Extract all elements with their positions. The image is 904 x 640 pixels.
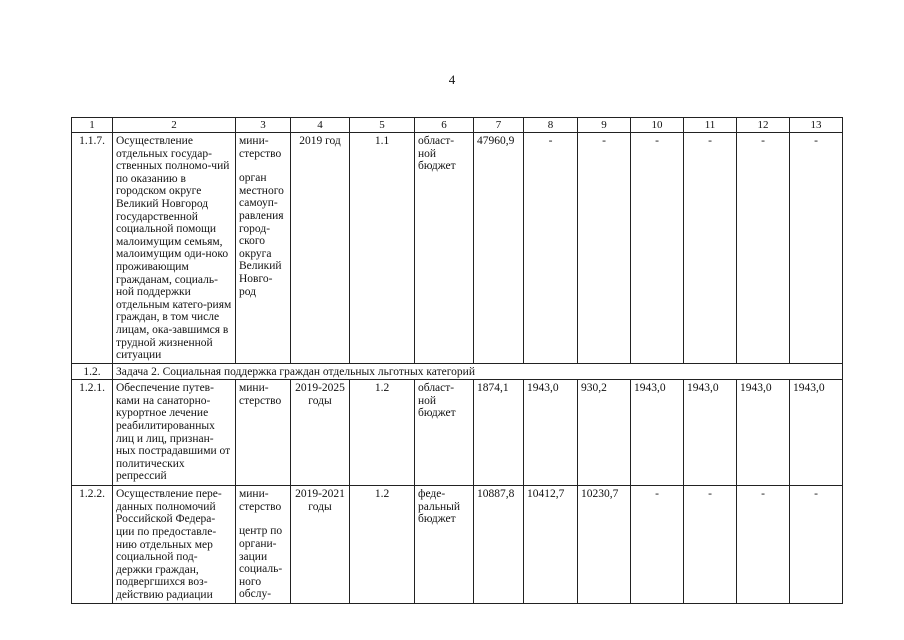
value-cell: -: [684, 133, 737, 364]
executor-cell: [236, 133, 291, 364]
header-cell: 8: [524, 118, 578, 133]
measure-description: Обеспечение путев-ками на санаторно-курортное лечение реабилитированных лиц и лиц, признан-ных пострадавшими от политических репрессий: [113, 380, 236, 486]
executor-cell: [236, 486, 291, 603]
value-cell: 47960,9: [474, 133, 524, 364]
executor-secondary: центр по органи-зации социаль-ного обслу-: [239, 525, 283, 601]
program-table: [71, 117, 843, 604]
header-cell: 13: [790, 118, 843, 133]
row-number: 1.2.2.: [72, 486, 113, 603]
executor-primary: мини-стерство: [239, 382, 282, 407]
value-cell: -: [737, 486, 790, 603]
value-cell: 930,2: [578, 380, 631, 486]
value-cell: 1943,0: [684, 380, 737, 486]
value-cell: 10887,8: [474, 486, 524, 603]
table-row: [72, 133, 843, 364]
table-row: [72, 486, 843, 603]
task-title: Задача 2. Социальная поддержка граждан отдельных льготных категорий: [113, 363, 843, 380]
value-cell: -: [790, 133, 843, 364]
value-cell: 10230,7: [578, 486, 631, 603]
header-row: [72, 118, 843, 133]
header-cell: 11: [684, 118, 737, 133]
value-cell: 1943,0: [524, 380, 578, 486]
executor-primary: мини-стерство: [239, 488, 282, 513]
value-cell: 1943,0: [790, 380, 843, 486]
value-cell: -: [631, 133, 684, 364]
row-number: 1.2.: [72, 363, 113, 380]
value-cell: 1943,0: [631, 380, 684, 486]
page-number: 4: [448, 72, 456, 87]
value-cell: -: [684, 486, 737, 603]
funding-source: област-ной бюджет: [415, 133, 474, 364]
header-cell: 10: [631, 118, 684, 133]
header-cell: 3: [236, 118, 291, 133]
header-cell: 2: [113, 118, 236, 133]
measure-description: Осуществление пере-данных полномочий Российской Федера-ции по предоставле-нию отдельных мер социальной под-держки граждан, подвергшихся воз-действию радиации: [113, 486, 236, 603]
value-cell: 10412,7: [524, 486, 578, 603]
task-row: [72, 363, 843, 380]
measure-description: Осуществление отдельных государ-ственных полномо-чий по оказанию в городском округе Великий Новгород государственной социальной помощи малоимущим семьям, малоимущим оди-ноко проживающим гражданам, социаль-ной поддержки отдельным катего-риям граждан, в том числе лицам, ока-завшимся в трудной жизненной ситуации: [113, 133, 236, 364]
row-number: 1.2.1.: [72, 380, 113, 486]
value-cell: -: [737, 133, 790, 364]
header-cell: 9: [578, 118, 631, 133]
value-cell: -: [631, 486, 684, 603]
header-cell: 12: [737, 118, 790, 133]
funding-source: феде-ральный бюджет: [415, 486, 474, 603]
value-cell: 1943,0: [737, 380, 790, 486]
executor-cell: [236, 380, 291, 486]
table-row: [72, 380, 843, 486]
executor-secondary: орган местного самоуп-равления город-ского округа Великий Новго-род: [239, 172, 284, 298]
value-cell: -: [578, 133, 631, 364]
target-cell: 1.2: [350, 486, 415, 603]
header-cell: 4: [291, 118, 350, 133]
target-cell: 1.1: [350, 133, 415, 364]
value-cell: -: [524, 133, 578, 364]
value-cell: -: [790, 486, 843, 603]
header-cell: 7: [474, 118, 524, 133]
header-cell: 6: [415, 118, 474, 133]
period-cell: 2019-2021 годы: [291, 486, 350, 603]
executor-primary: мини-стерство: [239, 135, 282, 160]
value-cell: 1874,1: [474, 380, 524, 486]
row-number: 1.1.7.: [72, 133, 113, 364]
funding-source: област-ной бюджет: [415, 380, 474, 486]
header-cell: 5: [350, 118, 415, 133]
header-cell: 1: [72, 118, 113, 133]
target-cell: 1.2: [350, 380, 415, 486]
period-cell: 2019 год: [291, 133, 350, 364]
period-cell: 2019-2025 годы: [291, 380, 350, 486]
